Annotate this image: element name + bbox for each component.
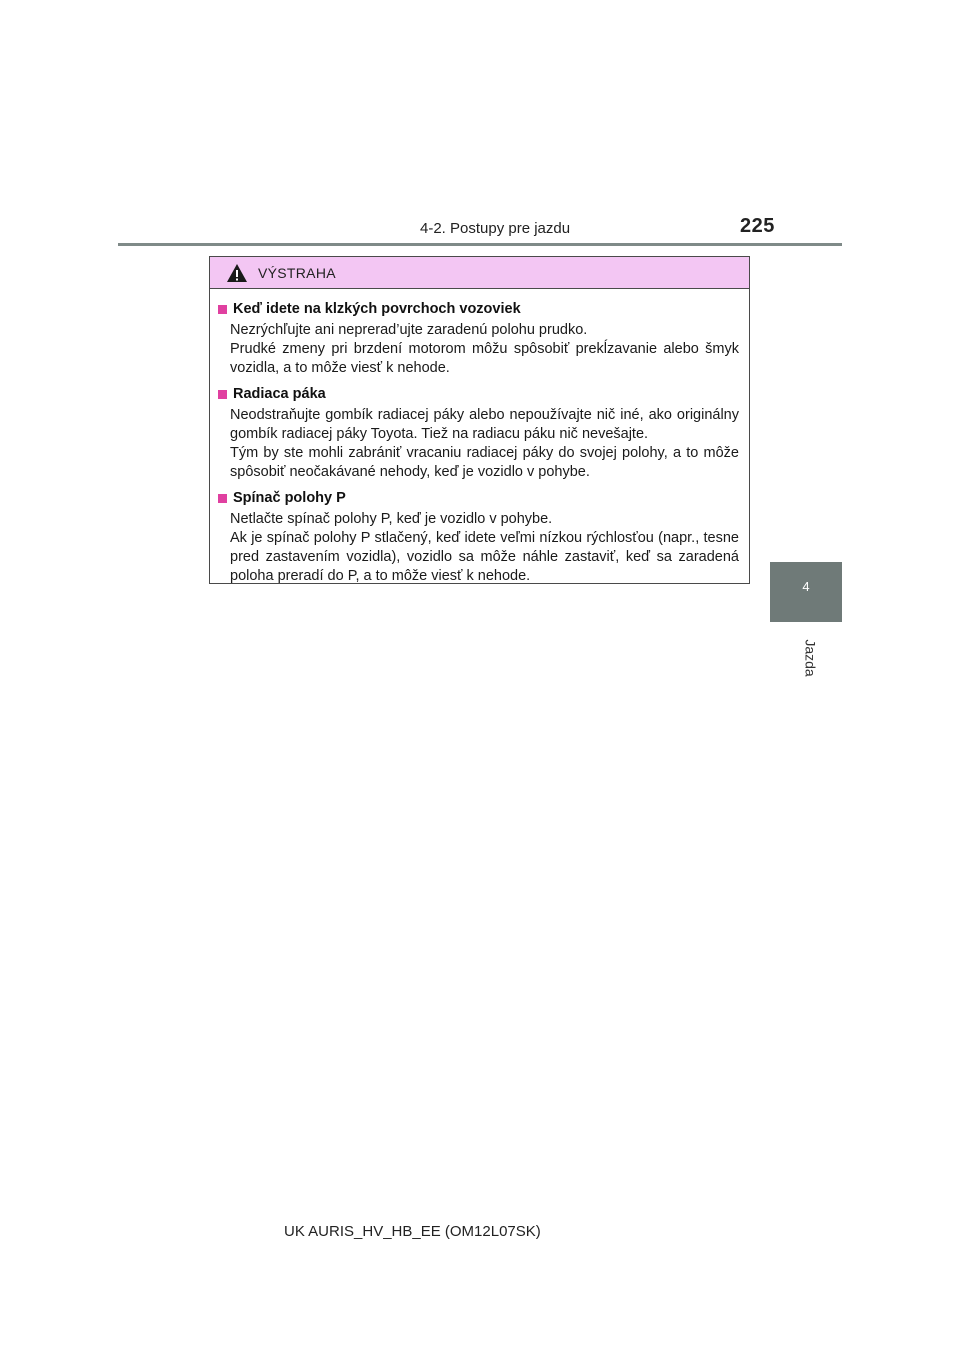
- section-heading: [218, 301, 739, 317]
- section-heading-text: Radiaca páka: [233, 386, 326, 402]
- chapter-tab: [770, 562, 842, 622]
- paragraph-line: Nezrýchľujte ani neprerad’ujte zaradenú polohu prudko.: [230, 322, 588, 338]
- footer-document-id: UK AURIS_HV_HB_EE (OM12L07SK): [284, 1223, 541, 1240]
- square-bullet-icon: [218, 494, 227, 503]
- chapter-number: 4: [802, 579, 810, 594]
- square-bullet-icon: [218, 305, 227, 314]
- chapter-label: Jazda: [802, 639, 819, 677]
- warning-triangle-icon: [226, 263, 248, 283]
- warning-title: VÝSTRAHA: [258, 264, 336, 281]
- section-paragraph: [218, 321, 739, 378]
- paragraph-line: Ak je spínač polohy P stlačený, keď idete veľmi nízkou rýchlosťou (napr., tesne pred zastavením vozidla), vozidlo sa môže náhle zastaviť, keď sa zaradená poloha preradí do P, a to môže viesť k nehode.: [230, 530, 739, 584]
- header-section-title: 4-2. Postupy pre jazdu: [420, 220, 571, 237]
- header-divider: [118, 243, 842, 246]
- page-number: 225: [740, 215, 775, 237]
- paragraph-line: Netlačte spínač polohy P, keď je vozidlo v pohybe.: [230, 511, 553, 527]
- section-heading: [218, 386, 739, 402]
- warning-body: [210, 289, 749, 586]
- paragraph-line: Neodstraňujte gombík radiacej páky alebo nepoužívajte nič iné, ako originálny gombík radiacej páky Toyota. Tiež na radiacu páku nič nevešajte.: [230, 407, 739, 442]
- paragraph-line: Tým by ste mohli zabrániť vracaniu radiacej páky do svojej polohy, a to môže spôsobiť neočakávané nehody, keď je vozidlo v pohybe.: [230, 445, 739, 480]
- section-heading-text: Spínač polohy P: [233, 490, 346, 506]
- section-heading: [218, 490, 739, 506]
- paragraph-line: Prudké zmeny pri brzdení motorom môžu spôsobiť prekĺzavanie alebo šmyk vozidla, a to môže viesť k nehode.: [230, 341, 739, 376]
- square-bullet-icon: [218, 390, 227, 399]
- section-heading-text: Keď idete na klzkých povrchoch vozoviek: [233, 301, 521, 317]
- warning-header: [210, 257, 749, 289]
- section-paragraph: [218, 406, 739, 482]
- warning-box: [209, 256, 750, 584]
- section-paragraph: [218, 510, 739, 586]
